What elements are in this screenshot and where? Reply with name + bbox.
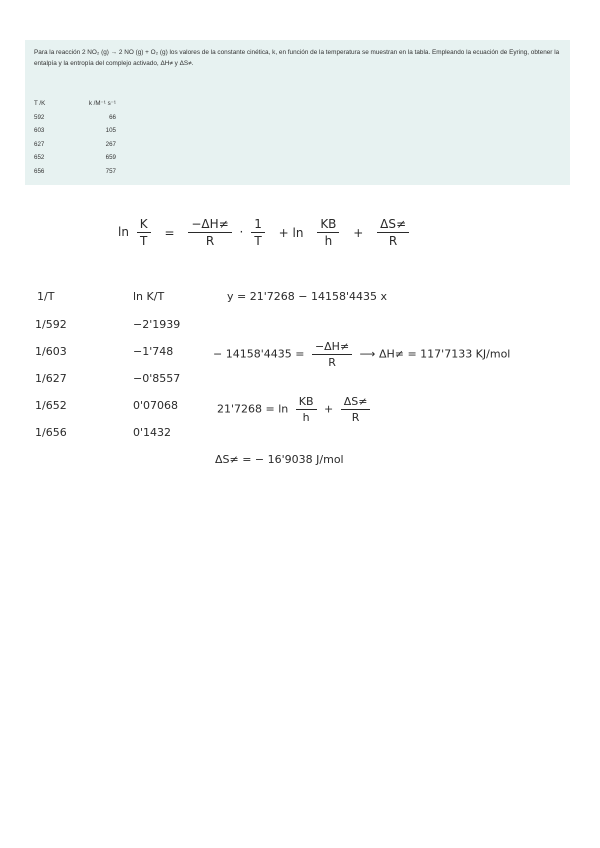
- col2-header: ln K/T: [133, 290, 165, 303]
- ln-symbol: ln: [118, 225, 129, 239]
- header-temperature: T /K: [34, 100, 46, 107]
- cell-k: 267: [105, 140, 116, 148]
- cell-t: 652: [34, 154, 45, 161]
- denominator: T: [254, 234, 262, 248]
- equals-sign: =: [164, 225, 175, 240]
- eyring-equation: [118, 217, 413, 248]
- numerator: KB: [296, 395, 317, 410]
- intercept-lhs: 21'7268 =: [217, 402, 275, 416]
- problem-panel: [25, 40, 570, 185]
- fraction-k-over-t: [137, 217, 151, 248]
- cell-k: 757: [105, 167, 116, 175]
- enthalpy-result: ΔH≠ = 117'7133 KJ/mol: [378, 347, 511, 361]
- ln-k-t-value: −0'8557: [133, 372, 181, 385]
- dot-operator: ·: [239, 225, 244, 239]
- numerator: K: [137, 217, 151, 233]
- numerator: 1: [251, 217, 265, 233]
- inv-t-value: 1/652: [35, 399, 67, 412]
- inv-t-value: 1/603: [35, 345, 67, 358]
- ln-k-t-value: 0'07068: [133, 399, 179, 412]
- entropy-result: ΔS≠ = − 16'9038 J/mol: [215, 453, 344, 466]
- cell-k: 659: [105, 154, 116, 161]
- cell-t: 656: [34, 167, 45, 175]
- cell-t: 592: [34, 113, 45, 121]
- cell-k: 66: [109, 113, 116, 121]
- col1-header: 1/T: [37, 290, 55, 303]
- ln-k-t-value: 0'1432: [133, 426, 172, 439]
- denominator: R: [205, 234, 215, 248]
- fraction-dh-over-r: [188, 217, 231, 248]
- fraction-slope: [312, 340, 352, 369]
- slope-equation: [213, 340, 510, 369]
- denominator: R: [388, 234, 398, 248]
- denominator: R: [328, 356, 336, 369]
- denominator: R: [351, 411, 360, 424]
- denominator: h: [302, 411, 310, 424]
- ln-symbol: ln: [278, 402, 289, 416]
- denominator: T: [140, 234, 148, 248]
- fraction-ds-over-r: [341, 395, 371, 424]
- inv-t-value: 1/627: [35, 372, 67, 385]
- fraction-one-over-t: [251, 217, 265, 248]
- numerator: KB: [317, 217, 339, 233]
- fraction-kb-over-h: [296, 395, 317, 424]
- numerator: −ΔH≠: [312, 340, 352, 355]
- plus-sign: +: [324, 402, 334, 416]
- regression-equation: y = 21'7268 − 14158'4435 x: [227, 290, 387, 303]
- fraction-ds-over-r: [377, 217, 409, 248]
- numerator: ΔS≠: [341, 395, 371, 410]
- cell-k: 105: [105, 127, 116, 134]
- arrow-symbol: ⟶: [359, 347, 376, 361]
- denominator: h: [324, 234, 333, 248]
- header-rate-constant: k /M⁻¹ s⁻¹: [88, 100, 116, 107]
- numerator: −ΔH≠: [188, 217, 231, 233]
- plus-sign: +: [353, 225, 364, 240]
- ln-k-t-value: −1'748: [133, 345, 174, 358]
- plus-ln: + ln: [278, 225, 304, 240]
- slope-lhs: − 14158'4435 =: [213, 347, 305, 361]
- intercept-equation: [217, 395, 374, 424]
- inv-t-value: 1/592: [35, 318, 67, 331]
- numerator: ΔS≠: [377, 217, 409, 233]
- inv-t-value: 1/656: [35, 426, 67, 439]
- ln-k-t-value: −2'1939: [133, 318, 181, 331]
- problem-statement: Para la reacción 2 NO₂ (g) → 2 NO (g) + O₂ (g) los valores de la constante cinética, k, en función de la temperatura se muestran en la tabla. Empleando la ecuación de Eyring, obtener la entalpía y la entropía del complejo activado, ΔH≠ y ΔS≠.: [34, 49, 560, 67]
- cell-t: 627: [34, 140, 45, 148]
- fraction-kb-over-h: [317, 217, 339, 248]
- cell-t: 603: [34, 127, 45, 134]
